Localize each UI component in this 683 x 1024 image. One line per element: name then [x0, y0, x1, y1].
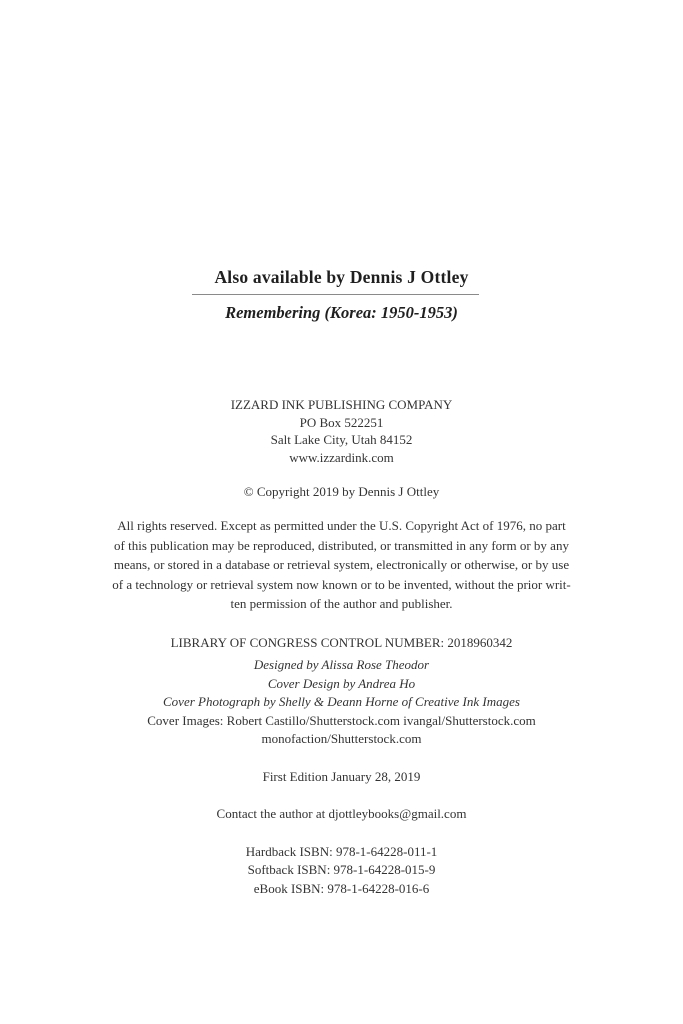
- rights-line: All rights reserved. Except as permitted under the U.S. Copyright Act of 1976, no part: [117, 518, 566, 533]
- rights-line: of a technology or retrieval system now known or to be invented, without the prior writ-: [112, 576, 571, 592]
- rights-reserved-paragraph: [60, 516, 623, 652]
- spacer: [0, 466, 683, 483]
- publisher-info: [0, 396, 683, 501]
- publisher-website: www.izzardink.com: [289, 449, 394, 465]
- lccn: LIBRARY OF CONGRESS CONTROL NUMBER: 2018960342: [170, 634, 513, 650]
- rights-line: means, or stored in a database or retrieval system, electronically or otherwise, or by use: [113, 557, 570, 572]
- credits-block: [0, 656, 683, 898]
- isbn-ebook: eBook ISBN: 978-1-64228-016-6: [253, 880, 430, 896]
- contact-author: Contact the author at djottleybooks@gmail.com: [216, 806, 467, 821]
- spacer: [0, 749, 683, 768]
- publisher-city: Salt Lake City, Utah 84152: [270, 432, 413, 447]
- isbn-softback: Softback ISBN: 978-1-64228-015-9: [247, 862, 436, 877]
- edition: First Edition January 28, 2019: [262, 768, 421, 784]
- cover-design: Cover Design by Andrea Ho: [267, 675, 416, 691]
- heading-divider: [192, 294, 479, 295]
- cover-images-line-1: Cover Images: Robert Castillo/Shutterstock.com ivangal/Shutterstock.com: [147, 712, 536, 728]
- spacer: [0, 824, 683, 843]
- copyright-notice: © Copyright 2019 by Dennis J Ottley: [243, 484, 440, 499]
- also-available-heading: Also available by Dennis J Ottley: [214, 267, 469, 287]
- rights-line: ten permission of the author and publisher.: [230, 596, 453, 611]
- spacer: [0, 786, 683, 805]
- cover-images-line-2: monofaction/Shutterstock.com: [261, 731, 422, 746]
- rights-line: of this publication may be reproduced, distributed, or transmitted in any form or by any: [114, 537, 569, 553]
- spacer: [60, 614, 623, 633]
- cover-photograph: Cover Photograph by Shelly & Deann Horne of Creative Ink Images: [163, 694, 520, 709]
- publisher-name: IZZARD INK PUBLISHING COMPANY: [230, 397, 453, 412]
- isbn-hardback: Hardback ISBN: 978-1-64228-011-1: [245, 843, 438, 859]
- publisher-po-box: PO Box 522251: [299, 414, 384, 430]
- designed-by: Designed by Alissa Rose Theodor: [253, 657, 430, 672]
- also-available-book-title: Remembering (Korea: 1950-1953): [225, 303, 458, 322]
